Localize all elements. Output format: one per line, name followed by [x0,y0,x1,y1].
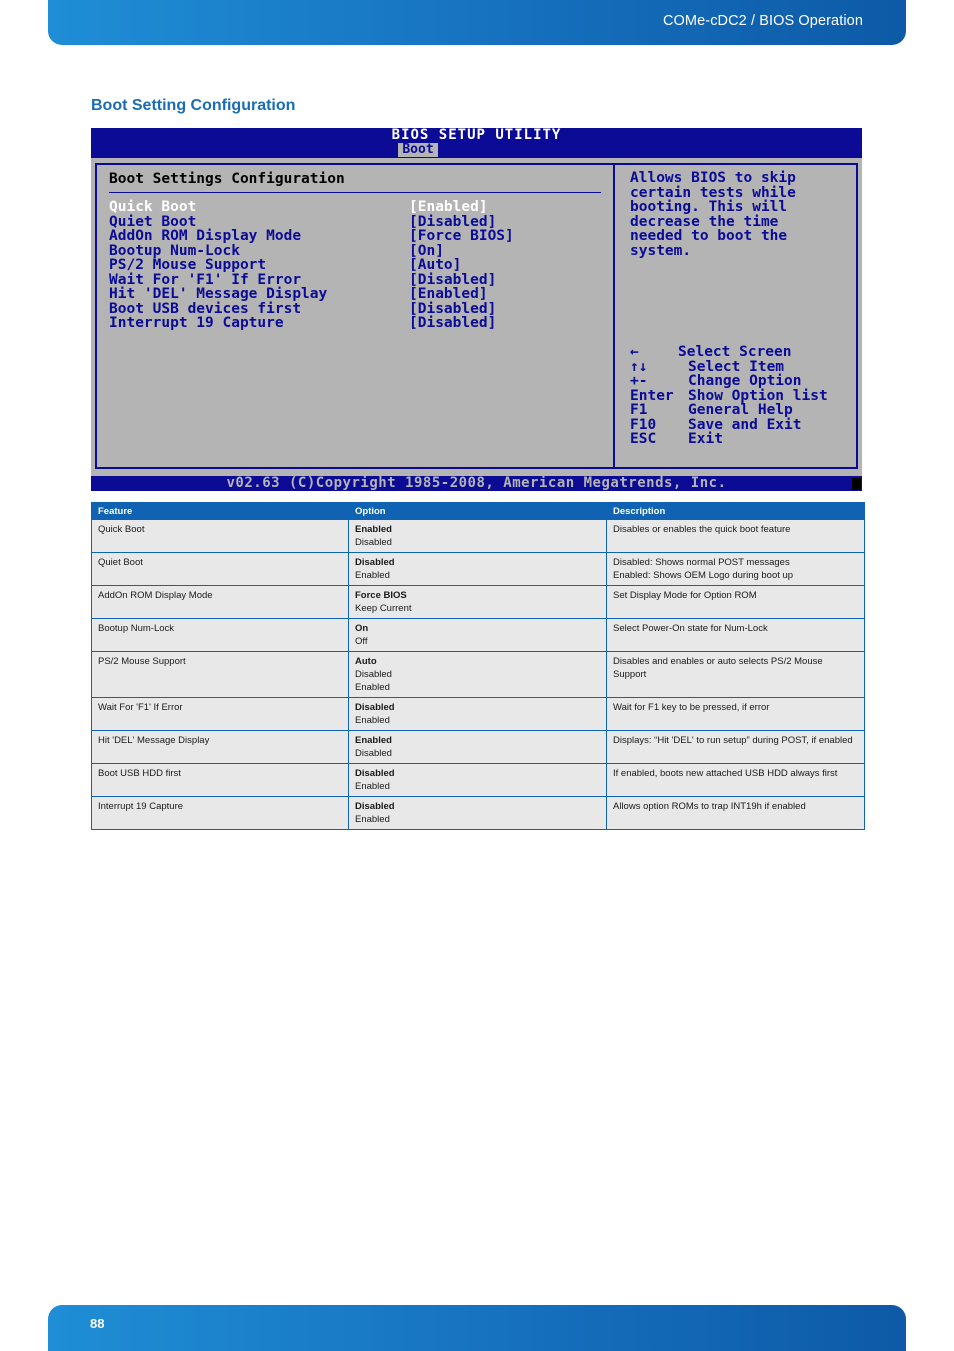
bios-setting-row [109,302,589,317]
option-default: Disabled [355,801,395,812]
table-row [92,586,865,619]
bios-settings-list [109,200,589,331]
bios-divider [613,163,615,469]
bios-key-row [630,432,854,447]
bios-key-row [630,374,854,389]
bios-panel-underline [109,192,601,193]
description-line: Enabled: Shows OEM Logo during boot up [613,570,794,581]
option-value: Keep Current [355,603,412,614]
bios-key-row [630,345,854,360]
cell-feature: Hit 'DEL' Message Display [92,731,349,764]
bios-key-description: Change Option [688,373,802,389]
bios-setting-value: [Disabled] [409,213,497,230]
description-line: Allows option ROMs to trap INT19h if enabled [613,801,806,812]
bios-key-row [630,418,854,433]
column-header-description: Description [607,503,865,520]
bios-title-bar [91,128,862,158]
table-row [92,764,865,797]
cell-options [349,652,607,698]
description-line: Displays: “Hit 'DEL' to run setup” during POST, if enabled [613,735,853,746]
bios-help-line: booting. This will [630,199,788,215]
bios-key-name: Enter [630,387,674,404]
cell-options [349,764,607,797]
cell-description [607,698,865,731]
bios-key-name: ↑↓ [630,358,648,375]
option-default: Enabled [355,735,392,746]
bios-key-description: Show Option list [688,387,828,404]
option-value: Enabled [355,715,390,726]
bios-key-description: Select Item [688,358,785,375]
option-default: Disabled [355,768,395,779]
cell-description [607,797,865,830]
header-band [48,0,906,45]
bios-key-description: Select Screen [678,344,792,360]
bios-setting-name: Hit 'DEL' Message Display [109,286,328,302]
option-default: Disabled [355,702,395,713]
bios-key-name: ← [630,344,639,360]
bios-panel-title: Boot Settings Configuration [109,171,345,187]
cell-description [607,586,865,619]
option-value: Enabled [355,814,390,825]
option-value: Enabled [355,570,390,581]
bios-key-name: F10 [630,416,657,433]
bios-tab-boot: Boot [398,143,438,157]
bios-setting-row [109,229,589,244]
bios-setting-value: [Disabled] [409,300,497,317]
cell-description [607,553,865,586]
bios-key-row [630,389,854,404]
bios-setting-value: [Disabled] [409,315,497,331]
bios-key-description: Save and Exit [688,416,802,433]
bios-setting-row [109,200,589,215]
description-line: Disables and enables or auto selects PS/2 Mouse Support [613,656,823,680]
boot-settings-table [91,502,865,830]
cell-options [349,553,607,586]
cell-description [607,764,865,797]
bios-setting-value: [On] [409,242,444,259]
bios-setting-name: Bootup Num-Lock [109,242,240,259]
bios-title: BIOS SETUP UTILITY [391,128,562,143]
bios-key-legend [630,345,854,447]
table-row [92,652,865,698]
section-heading: Boot Setting Configuration [91,97,296,114]
bios-setting-row [109,287,589,302]
bios-key-row [630,360,854,375]
cell-feature: Boot USB HDD first [92,764,349,797]
bios-setting-value: [Enabled] [409,286,488,302]
description-line: Select Power-On state for Num-Lock [613,623,768,634]
cell-feature: Wait For 'F1' If Error [92,698,349,731]
bios-help-line: needed to boot the [630,228,788,244]
bios-setting-name: Interrupt 19 Capture [109,315,284,331]
column-header-feature: Feature [92,503,349,520]
bios-help-line: Allows BIOS to skip [630,170,796,186]
bios-screenshot [91,128,862,491]
option-value: Enabled [355,682,390,693]
bios-setting-row [109,258,589,273]
cell-feature: Bootup Num-Lock [92,619,349,652]
bios-setting-row [109,316,589,331]
table-row [92,731,865,764]
option-value: Enabled [355,781,390,792]
bios-setting-row [109,215,589,230]
bios-setting-value: [Force BIOS] [409,228,514,244]
description-line: Disables or enables the quick boot feature [613,524,791,535]
bios-setting-name: Wait For 'F1' If Error [109,271,302,288]
table-row [92,619,865,652]
bios-cursor [852,478,861,490]
bios-setting-name: Quiet Boot [109,213,197,230]
page-number: 88 [90,1316,105,1331]
cell-options [349,731,607,764]
bios-key-row [630,403,854,418]
cell-feature: Quick Boot [92,520,349,553]
cell-feature: Quiet Boot [92,553,349,586]
bios-help-line: system. [630,242,692,259]
bios-setting-name: AddOn ROM Display Mode [109,228,302,244]
bios-key-description: General Help [688,402,793,418]
option-default: Enabled [355,524,392,535]
cell-feature: PS/2 Mouse Support [92,652,349,698]
cell-description [607,652,865,698]
table-row [92,698,865,731]
option-default: Force BIOS [355,590,407,601]
option-default: On [355,623,369,634]
table-header-row [92,503,865,520]
bios-help-text [630,171,854,258]
option-value: Disabled [355,537,392,548]
table-row [92,553,865,586]
bios-help-line: certain tests while [630,184,796,201]
option-value: Off [355,636,368,647]
option-default: Auto [355,656,377,667]
cell-description [607,731,865,764]
bios-key-name: +- [630,373,648,389]
table-row [92,520,865,553]
option-value: Disabled [355,669,392,680]
cell-options [349,619,607,652]
bios-key-description: Exit [688,431,723,447]
cell-feature: Interrupt 19 Capture [92,797,349,830]
option-value: Disabled [355,748,392,759]
description-line: Wait for F1 key to be pressed, if error [613,702,770,713]
cell-feature: AddOn ROM Display Mode [92,586,349,619]
bios-help-line: decrease the time [630,213,779,230]
footer-band [48,1305,906,1351]
bios-setting-value: [Enabled] [409,199,488,215]
bios-setting-value: [Disabled] [409,271,497,288]
bios-setting-row [109,273,589,288]
bios-setting-value: [Auto] [409,257,462,273]
cell-options [349,520,607,553]
description-line: Disabled: Shows normal POST messages [613,557,790,568]
document-title: COMe-cDC2 / BIOS Operation [662,13,863,29]
bios-copyright: v02.63 (C)Copyright 1985-2008, American Megatrends, Inc. [91,476,862,491]
option-default: Disabled [355,557,395,568]
description-line: If enabled, boots new attached USB HDD always first [613,768,838,779]
cell-options [349,586,607,619]
column-header-option: Option [349,503,607,520]
bios-key-name: ESC [630,431,657,447]
bios-setting-name: Quick Boot [109,199,197,215]
cell-description [607,619,865,652]
cell-options [349,797,607,830]
bios-setting-name: Boot USB devices first [109,300,302,317]
bios-key-name: F1 [630,402,648,418]
bios-setting-name: PS/2 Mouse Support [109,257,267,273]
table-row [92,797,865,830]
cell-options [349,698,607,731]
description-line: Set Display Mode for Option ROM [613,590,757,601]
bios-setting-row [109,244,589,259]
cell-description [607,520,865,553]
